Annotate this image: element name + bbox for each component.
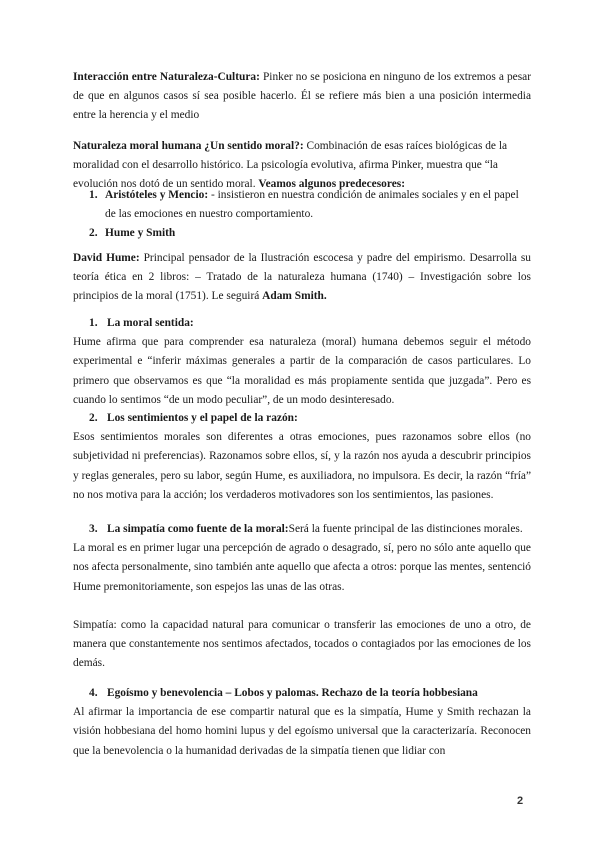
section-heading <box>73 684 531 703</box>
section-heading <box>73 520 531 539</box>
page-number: 2 <box>517 795 524 807</box>
section-number: 2. <box>89 412 98 424</box>
paragraph-text: Pinker no se posiciona en ninguno de los extremos a pesar de que en algunos casos sí sea posible hacerlo. Él se refiere más bien a una posición intermedia entre la herencia y el medio <box>73 71 531 122</box>
predecessors-list <box>73 186 531 244</box>
section-heading-continuation: Será la fuente principal de las distinciones morales. <box>288 523 523 535</box>
section-text: Esos sentimientos morales son diferentes a otras emociones, pues razonamos sobre ellos (no subjetividad ni preferencias). Razonamos sobre ellos, sí, y la razón nos ayuda a descubrir principios y reglas generales, pero su labor, según Hume, es auxiliadora, no impulsora. Es decir, la razón “fría” no nos motiva para la acción; los verdaderos motivadores son los sentimientos, las pasiones. <box>73 431 531 501</box>
paragraph-bold-tail: Adam Smith. <box>262 290 327 303</box>
paragraph-bold-tail: Veamos algunos predecesores: <box>258 178 405 191</box>
paragraph-naturaleza-cultura <box>73 68 531 126</box>
paragraph-david-hume <box>73 249 531 307</box>
list-item <box>73 224 531 243</box>
section-sentimientos-razon <box>73 409 531 505</box>
section-text-simpatia-definition: Simpatía: como la capacidad natural para comunicar o transferir las emociones de uno a otro, de manera que constantemente nos sentimos afectados, tocados o contagiados por las emociones de los demás. <box>73 618 531 670</box>
list-item <box>73 186 531 224</box>
section-heading-text: Egoísmo y benevolencia – Lobos y palomas. Rechazo de la teoría hobbesiana <box>107 687 478 699</box>
section-text: Al afirmar la importancia de ese compartir natural que es la simpatía, Hume y Smith rechazan la visión hobbesiana del homo homini lupus y del egoísmo universal que la caracterizaría. Reconocen que la benevolencia o la humanidad derivadas de la simpatía tienen que lidiar con <box>73 706 531 757</box>
section-heading <box>73 314 531 333</box>
section-moral-sentida <box>73 314 531 410</box>
paragraph-title: David Hume: <box>73 252 140 264</box>
section-heading-text: La simpatía como fuente de la moral: <box>107 523 289 535</box>
paragraph-text: Principal pensador de la Ilustración escocesa y padre del empirismo. Desarrolla su teoría ética en 2 libros: – Tratado de la naturaleza humana (1740) – Investigación sobre los principios de la moral (1751). Le seguirá <box>73 252 532 303</box>
list-item-title: Hume y Smith <box>105 227 176 240</box>
section-heading-text: La moral sentida: <box>107 317 194 329</box>
section-number: 4. <box>89 687 98 699</box>
list-number: 2. <box>89 227 98 240</box>
list-item-title: Aristóteles y Mencio: <box>105 189 209 201</box>
paragraph-title: Naturaleza moral humana ¿Un sentido moral?: <box>73 140 304 152</box>
section-text: La moral es en primer lugar una percepción de agrado o desagrado, sí, pero no sólo ante aquello que nos afecta personalmente, sino también ante aquello que afecta a otros: porque las mentes, sentenció Hume premonitoriamente, son espejos las unas de las otras. <box>73 542 531 593</box>
list-item-text: - insistieron en nuestra condición de animales sociales y en el papel de las emociones en nuestro comportamiento. <box>105 189 519 221</box>
paragraph-title: Interacción entre Naturaleza-Cultura: <box>73 71 260 83</box>
section-number: 1. <box>89 317 98 329</box>
list-number: 1. <box>89 189 98 201</box>
section-egoismo-benevolencia <box>73 684 531 761</box>
section-text: Hume afirma que para comprender esa naturaleza (moral) humana debemos seguir el método experimental e “inferir máximas generales a partir de la comparación de casos particulares. Lo primero que observamos es que “la moralidad es más propiamente sentida que juzgada”. Pero es cuando lo sentimos “de un modo peculiar”, de un modo desinteresado. <box>73 336 531 406</box>
section-simpatia <box>73 520 531 673</box>
section-heading <box>73 409 531 428</box>
section-number: 3. <box>89 523 98 535</box>
paragraph-text: Combinación de esas raíces biológicas de la moralidad con el desarrollo histórico. La psicología evolutiva, afirma Pinker, muestra que “la evolución nos dotó de un sentido moral. <box>73 140 508 191</box>
section-heading-text: Los sentimientos y el papel de la razón: <box>107 412 298 424</box>
